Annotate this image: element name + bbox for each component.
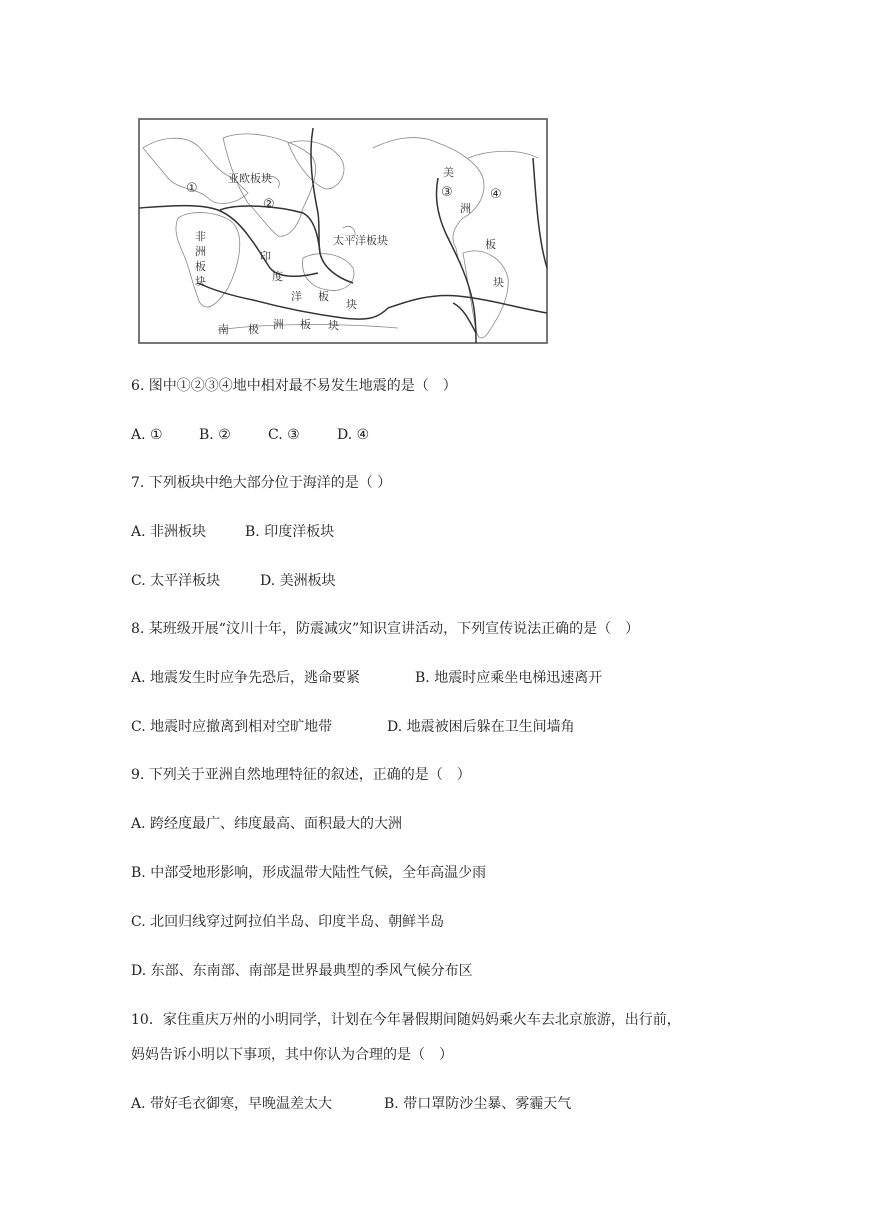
q7-option-a[interactable]: A. 非洲板块 bbox=[131, 524, 207, 540]
africa-char-1: 洲 bbox=[195, 245, 206, 258]
africa-char-2: 板 bbox=[195, 260, 206, 273]
q6-option-d[interactable]: D. ④ bbox=[337, 427, 370, 443]
question-8-options-row1 bbox=[131, 668, 602, 688]
question-6-stem: 6. 图中①②③④地中相对最不易发生地震的是（ ） bbox=[131, 378, 457, 394]
q8-option-a[interactable]: A. 地震发生时应争先恐后，逃命要紧 bbox=[131, 670, 361, 686]
q8-option-d[interactable]: D. 地震被困后躲在卫生间墙角 bbox=[387, 719, 575, 735]
antarctic-char-1: 极 bbox=[248, 323, 259, 336]
marker-4: ④ bbox=[490, 187, 502, 202]
q6-option-c[interactable]: C. ③ bbox=[268, 427, 300, 443]
question-10-stem: 10．家住重庆万州的小明同学，计划在今年暑假期间随妈妈乘火车去北京旅游，出行前， bbox=[131, 1012, 681, 1028]
q8-option-c[interactable]: C. 地震时应撤离到相对空旷地带 bbox=[131, 719, 333, 735]
question-8-stem: 8. 某班级开展“汶川十年，防震减灾”知识宣讲活动，下列宣传说法正确的是（ ） bbox=[131, 621, 640, 637]
question-10-options-row1 bbox=[131, 1094, 571, 1114]
antarctic-char-2: 洲 bbox=[273, 318, 284, 331]
indian-char-1: 度 bbox=[272, 270, 283, 283]
america-char-3: 块 bbox=[493, 276, 504, 289]
q10-option-b[interactable]: B. 带口罩防沙尘暴、雾霾天气 bbox=[384, 1096, 572, 1112]
question-10-stem-cont: 妈妈告诉小明以下事项，其中你认为合理的是（ ） bbox=[131, 1047, 453, 1063]
antarctic-char-0: 南 bbox=[218, 323, 229, 336]
america-char-0: 美 bbox=[443, 166, 454, 179]
marker-3: ③ bbox=[441, 185, 453, 200]
q9-option-d[interactable]: D. 东部、东南部、南部是世界最典型的季风气候分布区 bbox=[131, 963, 473, 979]
q7-option-d[interactable]: D. 美洲板块 bbox=[260, 573, 336, 589]
question-8-options-row2 bbox=[131, 717, 575, 737]
indian-char-4: 块 bbox=[346, 298, 357, 311]
africa-char-3: 块 bbox=[195, 275, 206, 288]
africa-char-0: 非 bbox=[195, 230, 206, 243]
antarctic-char-4: 块 bbox=[328, 319, 339, 332]
q6-option-a[interactable]: A. ① bbox=[131, 427, 163, 443]
q9-option-a[interactable]: A. 跨经度最广、纬度最高、面积最大的大洲 bbox=[131, 816, 403, 832]
america-char-1: 洲 bbox=[460, 202, 471, 215]
indian-char-3: 板 bbox=[318, 290, 329, 303]
marker-2: ② bbox=[263, 197, 275, 212]
q9-option-b[interactable]: B. 中部受地形影响，形成温带大陆性气候，全年高温少雨 bbox=[131, 865, 487, 881]
eurasia-label: 亚欧板块 bbox=[228, 172, 272, 185]
q9-option-c[interactable]: C. 北回归线穿过阿拉伯半岛、印度半岛、朝鲜半岛 bbox=[131, 914, 445, 930]
question-9-stem: 9. 下列关于亚洲自然地理特征的叙述，正确的是（ ） bbox=[131, 767, 471, 783]
q7-option-b[interactable]: B. 印度洋板块 bbox=[245, 524, 335, 540]
antarctic-char-3: 板 bbox=[300, 318, 311, 331]
question-7-options-row1 bbox=[131, 522, 334, 542]
indian-char-0: 印 bbox=[260, 250, 271, 263]
question-7-stem: 7. 下列板块中绝大部分位于海洋的是（ ） bbox=[131, 475, 392, 491]
marker-1: ① bbox=[186, 181, 198, 196]
pacific-label: 太平洋板块 bbox=[333, 234, 388, 247]
q7-option-c[interactable]: C. 太平洋板块 bbox=[131, 573, 221, 589]
q8-option-b[interactable]: B. 地震时应乘坐电梯迅速离开 bbox=[415, 670, 603, 686]
indian-char-2: 洋 bbox=[291, 290, 302, 303]
q6-option-b[interactable]: B. ② bbox=[199, 427, 231, 443]
q10-option-a[interactable]: A. 带好毛衣御寒，早晚温差太大 bbox=[131, 1096, 333, 1112]
question-7-options-row2 bbox=[131, 571, 336, 591]
plate-map bbox=[138, 118, 548, 344]
question-6-options bbox=[131, 425, 369, 445]
america-char-2: 板 bbox=[485, 238, 496, 251]
